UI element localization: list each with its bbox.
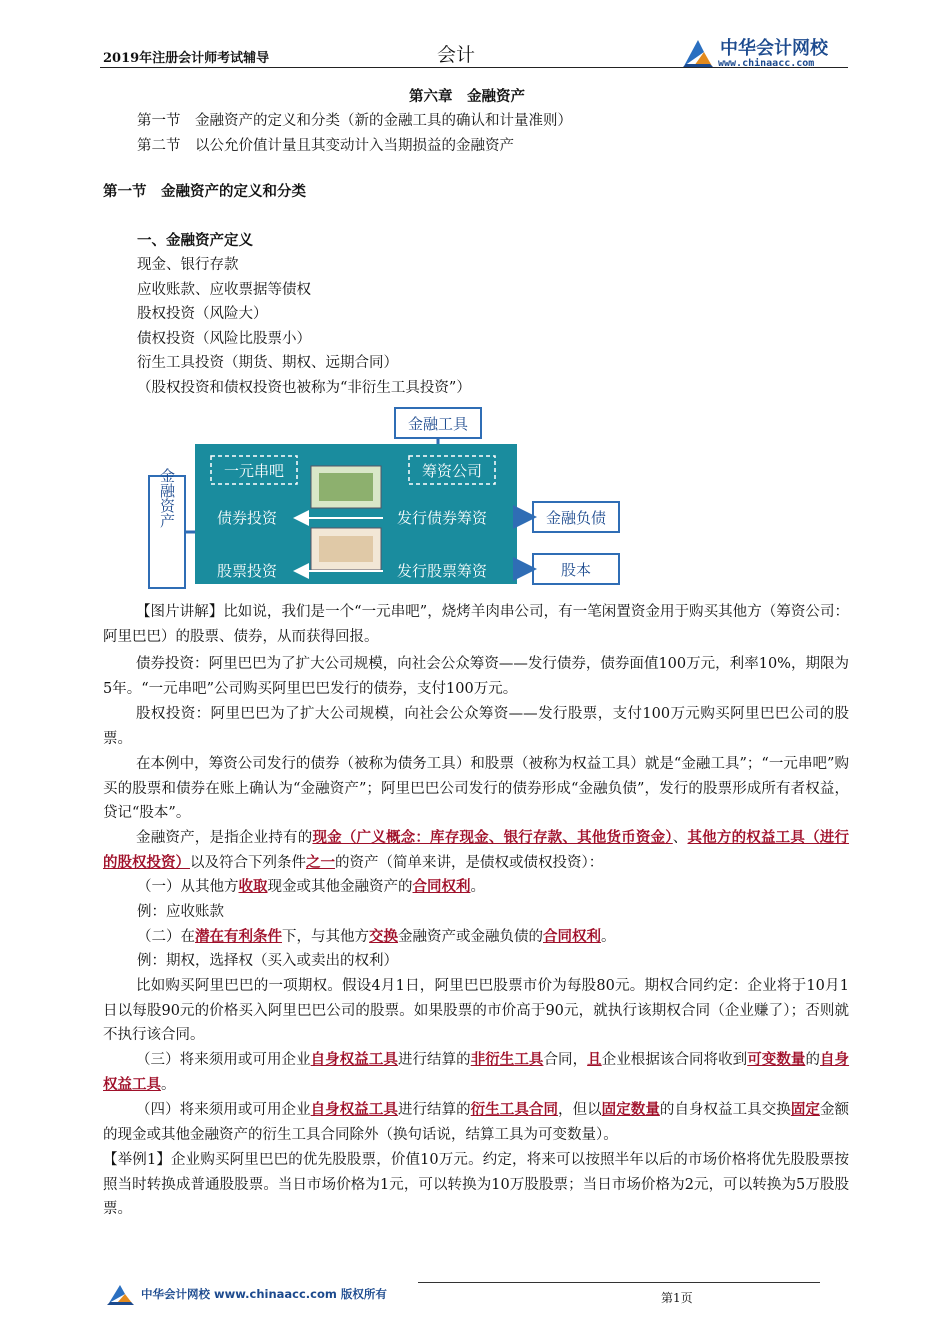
list-item: 现金、银行存款: [137, 257, 239, 273]
condition-text: 。: [470, 879, 485, 895]
condition-text: 。: [161, 1076, 176, 1093]
condition-key: 固定: [790, 1101, 820, 1118]
financial-liability-label: 金融负债: [545, 509, 607, 527]
condition-text: 的自身权益工具交换: [659, 1102, 791, 1118]
condition-4: [103, 1098, 849, 1147]
condition-text: 企业根据该合同将收到: [601, 1052, 748, 1068]
condition-text: 下，与其他方: [282, 929, 369, 945]
condition-1: [137, 875, 485, 899]
condition-text: （一）从其他方: [137, 879, 239, 895]
condition-text: 的: [805, 1052, 820, 1068]
definition-text: 的资产（简单来讲，是债权或债权投资）：: [335, 854, 604, 871]
financial-instrument-diagram: [147, 406, 621, 590]
list-item: （股权投资和债权投资也被称为“非衍生工具投资”）: [137, 380, 471, 396]
paragraph-example: 在本例中，筹资公司发行的债券（被称为债务工具）和股票（被称为权益工具）就是“金融工具”；“一元串吧”购买的股票和债券在账上确认为“金融资产”；阿里巴巴公司发行的债券形成“金融负债”，发行的股票形成所有者权益，贷记“股本”。: [103, 756, 849, 822]
condition-key: 自身权益工具: [310, 1051, 398, 1068]
definition-text: 以及符合下列条件: [190, 854, 306, 871]
paragraph-explanation: [103, 600, 849, 649]
condition-key: 且: [587, 1051, 602, 1068]
condition-text: 金额的现金或其他金融资产的衍生工具合同除外（换句话说，结算工具为可变数量）。: [103, 1102, 850, 1143]
stock-issue-label: 发行股票筹资: [397, 562, 488, 580]
subheading: 一、金融资产定义: [137, 232, 253, 249]
condition-text: 现金或其他金融资产的: [267, 879, 413, 895]
example-1: 例：应收账款: [137, 904, 224, 920]
condition-key: 合同权利: [412, 878, 471, 895]
condition-text: （三）将来须用或可用企业: [136, 1052, 311, 1068]
paragraph-equity: 股权投资：阿里巴巴为了扩大公司规模，向社会公众筹资——发行股票，支付100万元购买阿里巴巴公司的股票。: [103, 706, 849, 747]
footer-logo-icon: [106, 1283, 136, 1307]
definition-equity: 其他方的权益工具（进行的股权投资）: [103, 829, 849, 871]
definition-sep: 、: [672, 830, 688, 846]
paragraph-example-1: [103, 1148, 849, 1222]
condition-3: [103, 1048, 849, 1097]
paragraph-bond: 债券投资：阿里巴巴为了扩大公司规模，向社会公众筹资——发行债券，债券面值100万元，利率10%，期限为5年。“一元串吧”公司购买阿里巴巴发行的债券，支付100万元。: [103, 656, 849, 697]
list-item: 债权投资（风险比股票小）: [137, 331, 311, 347]
example-text: 企业购买阿里巴巴的优先股股票，价值10万元。约定，将来可以按照半年以后的市场价格将优先股股票按照当时转换成普通股股票。当日市场价格为1元，可以转换为10万股股票；当日市场价格为2元，可以转换为5万股股票。: [103, 1152, 849, 1218]
definition-one-of: 之一: [306, 853, 335, 871]
condition-key: 衍生工具合同: [470, 1101, 559, 1118]
example-label: 【举例1】: [103, 1152, 172, 1168]
condition-text: 进行结算的: [397, 1052, 471, 1068]
bond-investment-label: 债券投资: [217, 509, 278, 527]
paragraph-definition: [103, 826, 849, 875]
condition-key: 固定数量: [601, 1101, 660, 1118]
condition-text: （四）将来须用或可用企业: [136, 1102, 311, 1118]
toc-item: 第二节 以公允价值计量且其变动计入当期损益的金融资产: [137, 138, 514, 154]
brand-logo[interactable]: [680, 34, 850, 74]
footer-rule: [418, 1282, 820, 1283]
list-item: 衍生工具投资（期货、期权、远期合同）: [137, 355, 398, 371]
header-course-title: 2019年注册会计师考试辅导: [103, 51, 270, 66]
bond-issue-label: 发行债券筹资: [397, 509, 488, 527]
page-number: 第1页: [661, 1291, 693, 1305]
logo-title: 中华会计网校: [720, 38, 828, 59]
condition-key: 自身权益工具: [103, 1051, 850, 1093]
condition-key: 潜在有利条件: [195, 928, 282, 945]
condition-text: 合同，: [543, 1052, 588, 1068]
condition-text: （二）在: [137, 929, 195, 945]
explanation-text: 比如说，我们是一个“一元串吧”，烧烤羊肉串公司，有一笔闲置资金用于购买其他方（筹资公司：阿里巴巴）的股票、债券，从而获得回报。: [103, 604, 849, 645]
condition-key: 合同权利: [543, 928, 601, 945]
section-heading: 第一节 金融资产的定义和分类: [103, 183, 306, 200]
issuer-label: 筹资公司: [421, 462, 483, 480]
definition-cash: 现金（广义概念：库存现金、银行存款、其他货币资金）: [312, 829, 673, 846]
condition-key: 交换: [369, 928, 398, 945]
condition-text: 。: [601, 929, 616, 945]
share-capital-label: 股本: [560, 561, 592, 579]
condition-key: 收取: [238, 878, 268, 895]
footer-copyright: 中华会计网校 www.chinaacc.com 版权所有: [141, 1287, 387, 1301]
condition-key: 自身权益工具: [310, 1101, 398, 1118]
stock-investment-label: 股票投资: [217, 562, 278, 580]
list-item: 应收账款、应收票据等债权: [137, 282, 311, 298]
definition-text: 金融资产，是指企业持有的: [136, 830, 313, 846]
paragraph-option: 比如购买阿里巴巴的一项期权。假设4月1日，阿里巴巴股票市价为每股80元。期权合同约定：企业将于10月1日以每股90元的价格买入阿里巴巴公司的股票。如果股票的市价高于90元，就执行该期权合同（企业赚了）；否则就不执行该合同。: [103, 978, 849, 1044]
header-rule: [100, 67, 848, 68]
financial-instrument-label: 金融工具: [407, 415, 469, 433]
condition-text: 进行结算的: [397, 1102, 471, 1118]
logo-url[interactable]: www.chinaacc.com: [718, 58, 815, 69]
buyer-label: 一元串吧: [223, 462, 285, 480]
chapter-title: 第六章 金融资产: [409, 88, 525, 105]
financial-asset-label: 金融资产: [158, 468, 176, 528]
condition-text: 金融资产或金融负债的: [398, 929, 543, 945]
condition-text: ，但以: [558, 1102, 602, 1118]
example-2: 例：期权，选择权（买入或卖出的权利）: [137, 953, 398, 969]
explanation-label: 【图片讲解】: [136, 604, 224, 620]
condition-key: 非衍生工具: [470, 1051, 544, 1068]
condition-2: [137, 925, 616, 949]
toc-item: 第一节 金融资产的定义和分类（新的金融工具的确认和计量准则）: [137, 113, 572, 129]
header-subject: 会计: [437, 44, 476, 66]
list-item: 股权投资（风险大）: [137, 306, 268, 322]
condition-key: 可变数量: [747, 1051, 806, 1068]
